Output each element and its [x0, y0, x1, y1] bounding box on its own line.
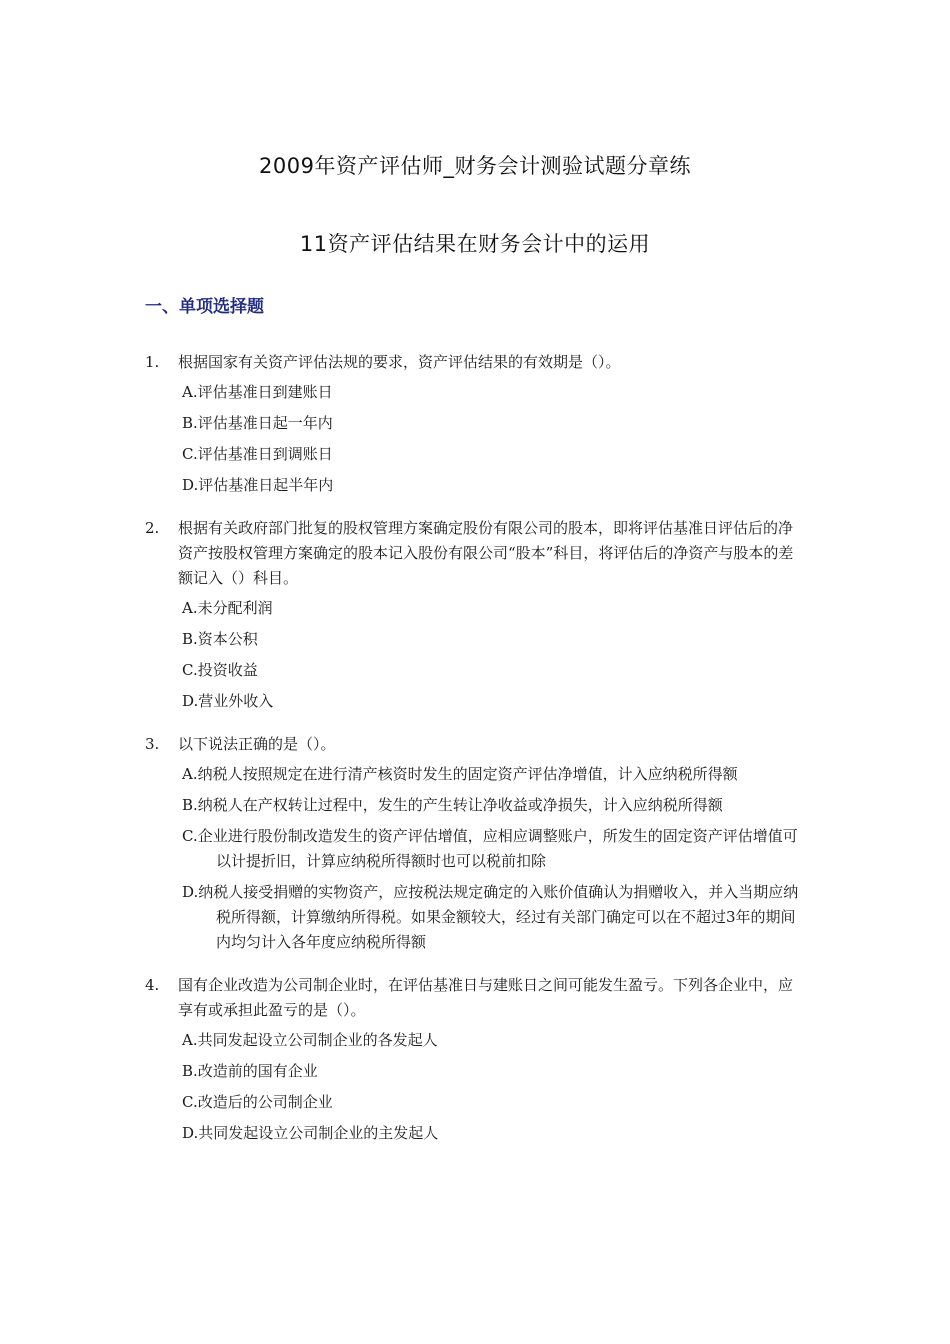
option-b: B.纳税人在产权转让过程中，发生的产生转让净收益或净损失，计入应纳税所得额 [182, 796, 723, 814]
question-stem [145, 516, 805, 591]
question-1 [145, 350, 805, 498]
option-c: C.企业进行股份制改造发生的资产评估增值，应相应调整账户，所发生的固定资产评估增值可以计提折旧，计算应纳税所得额时也可以税前扣除 [182, 827, 798, 870]
option-a: A.评估基准日到建账日 [182, 383, 333, 401]
option-c: C.投资收益 [182, 661, 258, 679]
question-number: 4. [145, 976, 160, 994]
question-stem [145, 350, 805, 375]
option-a: A.未分配利润 [182, 599, 273, 617]
option-d: D.纳税人接受捐赠的实物资产，应按税法规定确定的入账价值确认为捐赠收入，并入当期应纳税所得额，计算缴纳所得税。如果金额较大，经过有关部门确定可以在不超过3年的期间内均匀计入各年度应纳税所得额 [182, 883, 799, 951]
option-a: A.共同发起设立公司制企业的各发起人 [182, 1031, 438, 1049]
option-b: B.评估基准日起一年内 [182, 414, 333, 432]
chapter-title: 11资产评估结果在财务会计中的运用 [299, 232, 651, 256]
question-2 [145, 516, 805, 714]
option-list [145, 1028, 805, 1146]
question-number: 3. [145, 735, 160, 753]
option-a: A.纳税人按照规定在进行清产核资时发生的固定资产评估净增值，计入应纳税所得额 [182, 765, 738, 783]
option-d: D.评估基准日起半年内 [182, 476, 334, 494]
option-b: B.改造前的国有企业 [182, 1062, 318, 1080]
option-list [145, 762, 805, 955]
question-stem [145, 973, 805, 1023]
option-list [145, 596, 805, 714]
option-list [145, 380, 805, 498]
question-number: 2. [145, 519, 160, 537]
option-d: D.共同发起设立公司制企业的主发起人 [182, 1124, 439, 1142]
question-text: 根据有关政府部门批复的股权管理方案确定股份有限公司的股本，即将评估基准日评估后的净资产按股权管理方案确定的股本记入股份有限公司“股本”科目，将评估后的净资产与股本的差额记入（）科目。 [178, 519, 794, 587]
question-4 [145, 973, 805, 1146]
option-c: C.评估基准日到调账日 [182, 445, 333, 463]
section-heading: 一、单项选择题 [145, 297, 264, 317]
question-3 [145, 732, 805, 955]
question-list [145, 350, 805, 1164]
question-number: 1. [145, 353, 160, 371]
question-text: 根据国家有关资产评估法规的要求，资产评估结果的有效期是（）。 [178, 353, 621, 371]
question-text: 以下说法正确的是（）。 [178, 735, 336, 753]
question-stem [145, 732, 805, 757]
option-d: D.营业外收入 [182, 692, 274, 710]
document-title: 2009年资产评估师_财务会计测验试题分章练 [259, 154, 691, 178]
question-text: 国有企业改造为公司制企业时，在评估基准日与建账日之间可能发生盈亏。下列各企业中，应享有或承担此盈亏的是（）。 [178, 976, 794, 1019]
option-b: B.资本公积 [182, 630, 258, 648]
option-c: C.改造后的公司制企业 [182, 1093, 333, 1111]
